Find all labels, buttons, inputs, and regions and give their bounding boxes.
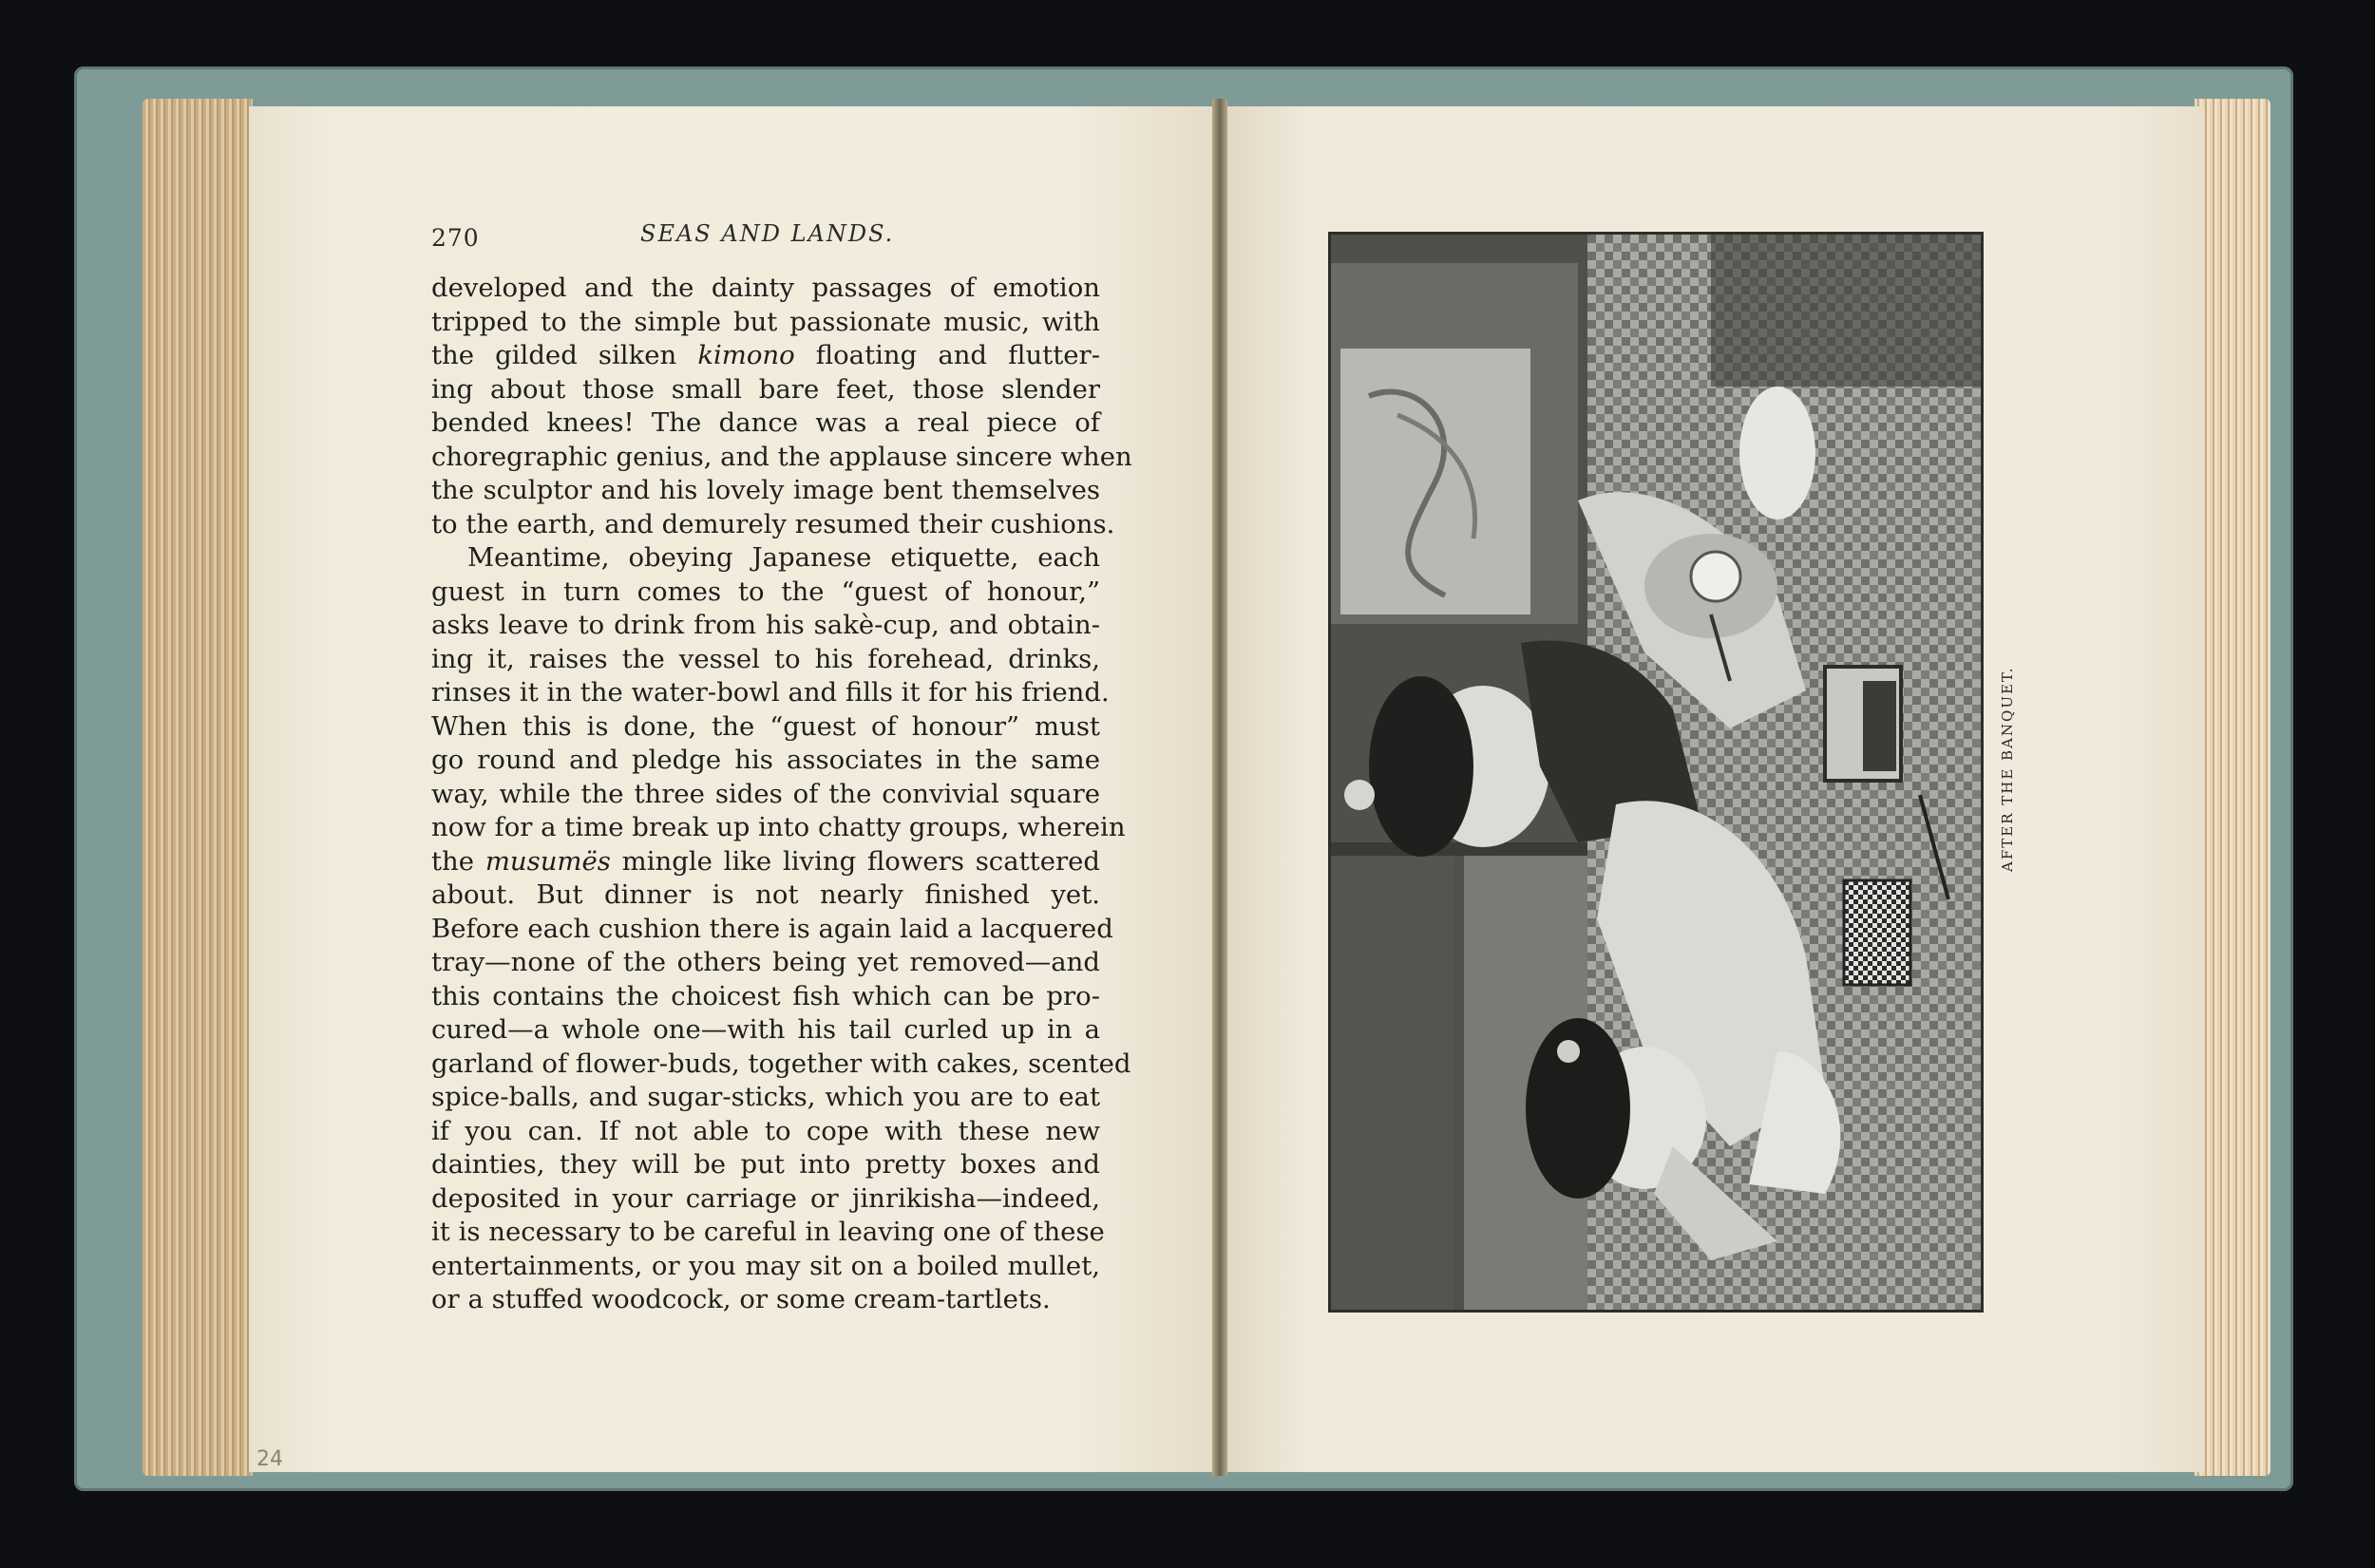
- page-edges-right: [2194, 99, 2270, 1476]
- book-gutter: [1212, 99, 1227, 1476]
- text-line: bended knees! The dance was a real piece of: [431, 407, 1100, 438]
- text-line: it is necessary to be careful in leaving one of these: [431, 1217, 1105, 1247]
- text-line: the musumës mingle like living flowers scattered: [431, 845, 1101, 877]
- text-line: or a stuffed woodcock, or some cream-tartlets.: [431, 1284, 1051, 1314]
- page-edges-left: [142, 99, 253, 1476]
- text-line: dainties, they will be put into pretty boxes and: [431, 1149, 1100, 1180]
- text-line: ing about those small bare feet, those slender: [431, 373, 1100, 405]
- text-line: ing it, raises the vessel to his forehead, drinks,: [431, 643, 1100, 674]
- plate-caption: AFTER THE BANQUET.: [1999, 666, 2016, 873]
- text-line: spice-balls, and sugar-sticks, which you are to eat: [431, 1082, 1100, 1112]
- text-line: the gilded silken kimono floating and flutter-: [431, 340, 1100, 370]
- text-line: Meantime, obeying Japanese etiquette, each: [467, 542, 1100, 573]
- pencil-annotation: 24: [256, 1447, 283, 1471]
- text-line: guest in turn comes to the “guest of honour,”: [431, 576, 1100, 607]
- text-line: tripped to the simple but passionate music, with: [431, 306, 1100, 337]
- text-line: choregraphic genius, and the applause sincere when: [431, 441, 1132, 472]
- body-text: [431, 272, 1132, 1317]
- text-line: Before each cushion there is again laid a lacquered: [431, 913, 1113, 944]
- page-number: 270: [431, 224, 480, 252]
- text-line: cured—a whole one—with his tail curled up in a: [431, 1014, 1100, 1045]
- plate-illustration: [1328, 232, 1984, 1313]
- text-line: this contains the choicest fish which can be pro-: [431, 980, 1100, 1011]
- text-line: entertainments, or you may sit on a boiled mullet,: [431, 1250, 1100, 1281]
- text-line: rinses it in the water-bowl and fills it for his friend.: [431, 677, 1110, 708]
- text-line: developed and the dainty passages of emotion: [431, 273, 1100, 303]
- text-line: if you can. If not able to cope with these new: [431, 1115, 1100, 1146]
- text-line: now for a time break up into chatty groups, wherein: [431, 812, 1126, 842]
- text-line: deposited in your carriage or jinrikisha—indeed,: [431, 1182, 1100, 1214]
- running-head: [431, 220, 1096, 258]
- text-line: go round and pledge his associates in the same: [431, 745, 1100, 775]
- text-line: the sculptor and his lovely image bent themselves: [431, 475, 1100, 505]
- text-line: asks leave to drink from his sakè-cup, and obtain-: [431, 610, 1100, 640]
- text-line: way, while the three sides of the convivial square: [431, 778, 1100, 809]
- text-line: to the earth, and demurely resumed their cushions.: [431, 508, 1115, 539]
- text-line: about. But dinner is not nearly finished yet.: [431, 879, 1100, 910]
- running-title: SEAS AND LANDS.: [640, 220, 895, 247]
- text-line: When this is done, the “guest of honour” must: [431, 710, 1100, 742]
- text-line: garland of flower-buds, together with cakes, scented: [431, 1048, 1131, 1079]
- text-line: tray—none of the others being yet removed—and: [431, 947, 1100, 977]
